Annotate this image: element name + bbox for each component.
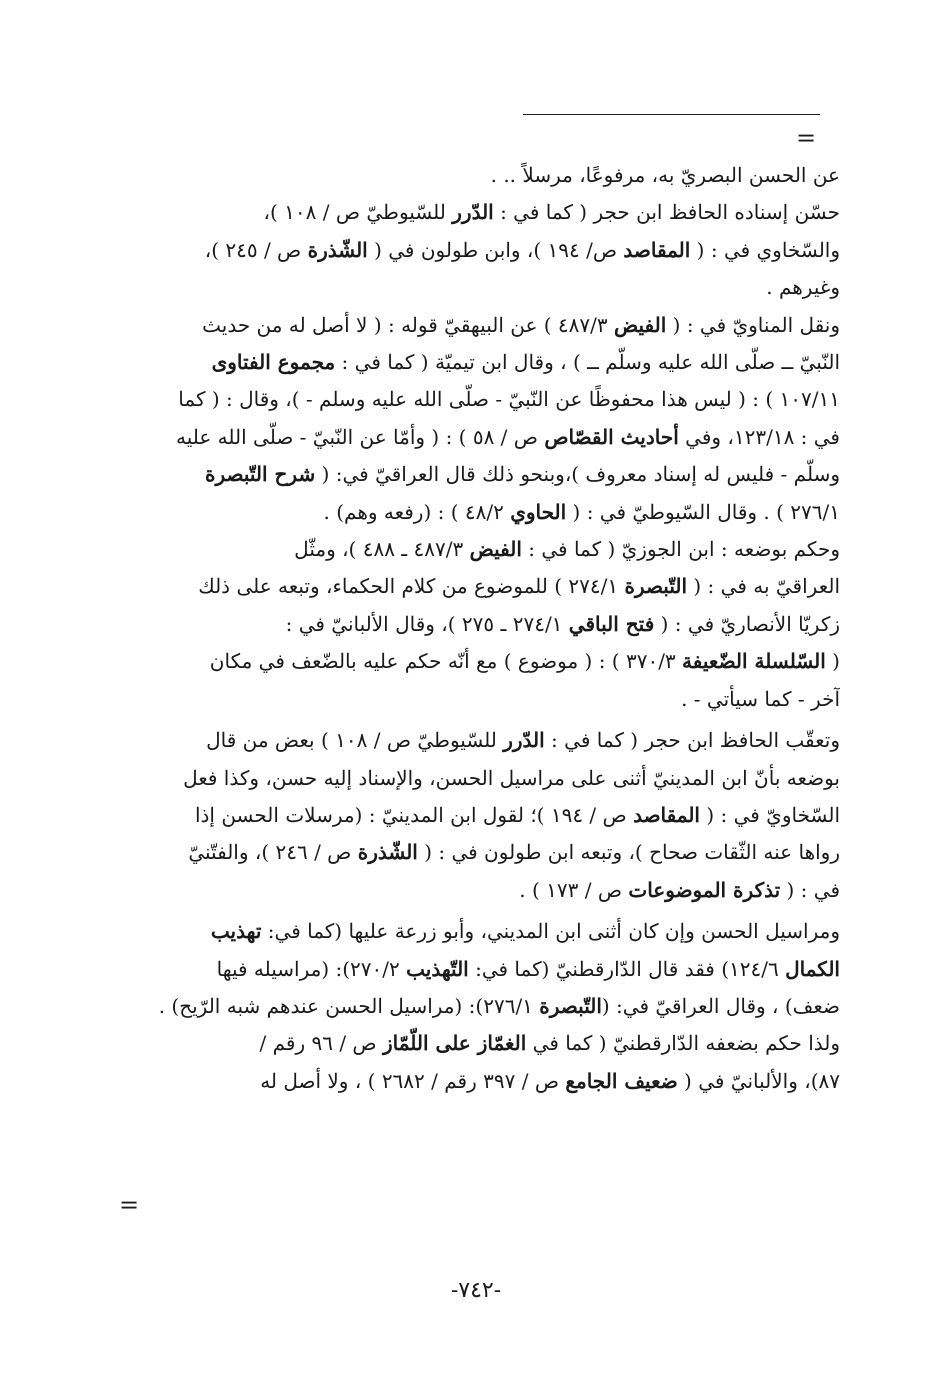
text-line (110, 194, 840, 231)
text-line (110, 797, 840, 834)
text-segment: ٢٧٦/١ ) . وقال السّيوطيّ في : ( (566, 499, 840, 524)
text-segment: ٢٧٤/١ ) للموضوع من كلام الحكماء، وتبعه على ذلك (198, 574, 625, 599)
text-segment: وحكم بوضعه : ابن الجوزيّ ( كما في : (521, 537, 840, 562)
text-line (110, 456, 840, 493)
bold-reference-title: الغمّاز على اللّمّاز (382, 1031, 527, 1056)
bold-reference-title: مجموع الفتاوى (211, 350, 336, 375)
text-segment: ضعف) ، وقال العراقيّ في: ( (601, 993, 840, 1018)
text-line (110, 419, 840, 456)
bold-reference-title: المقاصد (633, 802, 700, 827)
text-line (110, 494, 840, 531)
text-line (110, 988, 840, 1025)
text-segment: ٤٨/٢ ) : (رفعه وهم) . (323, 499, 511, 524)
text-segment: رواها عنه الثّقات صحاح )، وتبعه ابن طولون في : ( (417, 840, 840, 865)
page-number: -٧٤٢- (450, 1278, 502, 1303)
text-segment: في : ( (780, 877, 840, 902)
bold-reference-title: فتح الباقي (568, 611, 655, 636)
text-segment: ص / ٩٦ رقم / (259, 1031, 383, 1056)
text-segment: في : ١٢٣/١٨، وفي (678, 424, 840, 449)
text-segment: ٤٨٧/٣ ) عن البيهقيّ قوله : ( لا أصل له من حديث (202, 312, 614, 337)
text-line (110, 872, 840, 909)
text-line (110, 1063, 840, 1100)
text-segment: بوضعه بأنّ ابن المدينيّ أثنى على مراسيل الحسن، والإسناد إليه حسن، وكذا فعل (183, 765, 840, 790)
text-segment: ١٢٤/٦) فقد قال الدّارقطنيّ (كما في: (468, 956, 786, 981)
bold-reference-title: الفيض (613, 312, 667, 337)
bold-reference-title: الدّرر (452, 200, 494, 225)
text-line (110, 1025, 840, 1062)
bold-reference-title: التّهذيب (406, 956, 469, 981)
bold-reference-title: الشّذرة (357, 840, 418, 865)
text-segment: ٢٧٤/١ ـ ٢٧٥ )، وقال الألبانيّ في : (285, 611, 569, 636)
text-segment: السّخاويّ في : ( (699, 802, 840, 827)
text-segment: ص / ٢٤٥ )، (204, 237, 308, 262)
bold-reference-title: الكمال (785, 956, 840, 981)
text-line (110, 568, 840, 605)
text-segment: ومراسيل الحسن وإن كان أثنى ابن المديني، وأبو زرعة عليها (كما في: (261, 919, 840, 944)
text-segment: ولذا حكم بضعفه الدّارقطنيّ ( كما في (526, 1031, 840, 1056)
text-segment: آخر - كما سيأتي - . (681, 686, 840, 711)
bold-reference-title: تذكرة الموضوعات (628, 877, 781, 902)
text-segment: وغيرهم . (766, 275, 840, 300)
continuation-mark-top: = (795, 124, 817, 152)
text-line (110, 760, 840, 797)
bold-reference-title: المقاصد (623, 237, 691, 262)
bold-reference-title: الفيض (469, 537, 522, 562)
text-line (110, 531, 840, 568)
text-segment: ١٠٧/١١ ) : ( ليس هذا محفوظًا عن النّبيّ - صلّى الله عليه وسلم - )، وقال : ( كما (178, 387, 840, 412)
text-line (110, 834, 840, 871)
text-segment: والسّخاوي في : ( (690, 237, 840, 262)
bold-reference-title: تهذيب (210, 919, 262, 944)
bold-reference-title: الشّذرة (307, 237, 368, 262)
text-line (110, 722, 840, 759)
text-segment: ص / ٥٨ ) : ( وأمّا عن النّبيّ - صلّى الله عليه (176, 424, 545, 449)
text-line (110, 643, 840, 680)
footnote-body (110, 157, 840, 1100)
text-segment: ٨٧)، والألبانيّ في ( (677, 1068, 840, 1093)
text-line (110, 606, 840, 643)
text-line (110, 232, 840, 269)
text-line (110, 269, 840, 306)
text-segment: ( (825, 649, 840, 674)
text-line (110, 381, 840, 418)
text-segment: ٢٧٦/١): (مراسيل الحسن عندهم شبه الرّيح) . (158, 993, 540, 1018)
text-segment: وسلّم - فليس له إسناد معروف )،وبنحو ذلك قال العراقيّ في: ( (315, 462, 840, 487)
bold-reference-title: التّبصرة (539, 993, 602, 1018)
bold-reference-title: شرح التّبصرة (204, 462, 316, 487)
text-segment: ص / ٣٩٧ رقم / ٢٦٨٢ ) ، ولا أصل له (260, 1068, 566, 1093)
bold-reference-title: الدّرر (503, 728, 545, 753)
text-segment: ٣٧٠/٣ ) : ( موضوع ) مع أنّه حكم عليه بالضّعف في مكان (209, 649, 683, 674)
text-segment: حسّن إسناده الحافظ ابن حجر ( كما في : (493, 200, 840, 225)
bold-reference-title: الحاوي (510, 499, 567, 524)
continuation-mark-bottom: = (118, 1191, 140, 1219)
text-segment: العراقيّ به في : ( (687, 574, 840, 599)
text-segment: عن الحسن البصريّ به، مرفوعًا، مرسلاً .. . (490, 163, 840, 187)
text-segment: ص / ١٩٤ )؛ لقول ابن المدينيّ : (مرسلات الحسن إذا (194, 802, 634, 827)
text-line (110, 307, 840, 344)
bold-reference-title: ضعيف الجامع (565, 1068, 678, 1093)
text-segment: النّبيّ ــ صلّى الله عليه وسلّم ــ ) ، وقال ابن تيميّة ( كما في : (335, 350, 840, 375)
text-segment: ٤٨٧/٣ ـ ٤٨٨ )، ومثّل (294, 537, 470, 562)
bold-reference-title: أحاديث القصّاص (544, 424, 679, 449)
text-line (110, 157, 840, 194)
text-line (110, 951, 840, 988)
text-segment: وتعقّب الحافظ ابن حجر ( كما في : (544, 728, 840, 753)
bold-reference-title: السّلسلة الضّعيفة (682, 649, 826, 674)
bold-reference-title: التّبصرة (624, 574, 688, 599)
text-segment: ص / ٢٤٦ )، والفتّنيّ (188, 840, 358, 865)
text-segment: للسّيوطيّ ص / ١٠٨ )، (263, 200, 453, 225)
footnote-separator-rule (523, 114, 820, 115)
text-segment: زكريّا الأنصاريّ في : ( (654, 611, 840, 636)
text-line (110, 681, 840, 718)
text-segment: ص/ ١٩٤ )، وابن طولون في ( (367, 237, 624, 262)
text-segment: ٢٧٠/٢): (مراسيله فيها (216, 956, 407, 981)
text-segment: ونقل المناويّ في : ( (666, 312, 840, 337)
text-line (110, 913, 840, 950)
text-segment: ص / ١٧٣ ) . (519, 877, 629, 902)
text-line (110, 344, 840, 381)
text-segment: للسّيوطيّ ص / ١٠٨ ) بعض من قال (206, 728, 504, 753)
